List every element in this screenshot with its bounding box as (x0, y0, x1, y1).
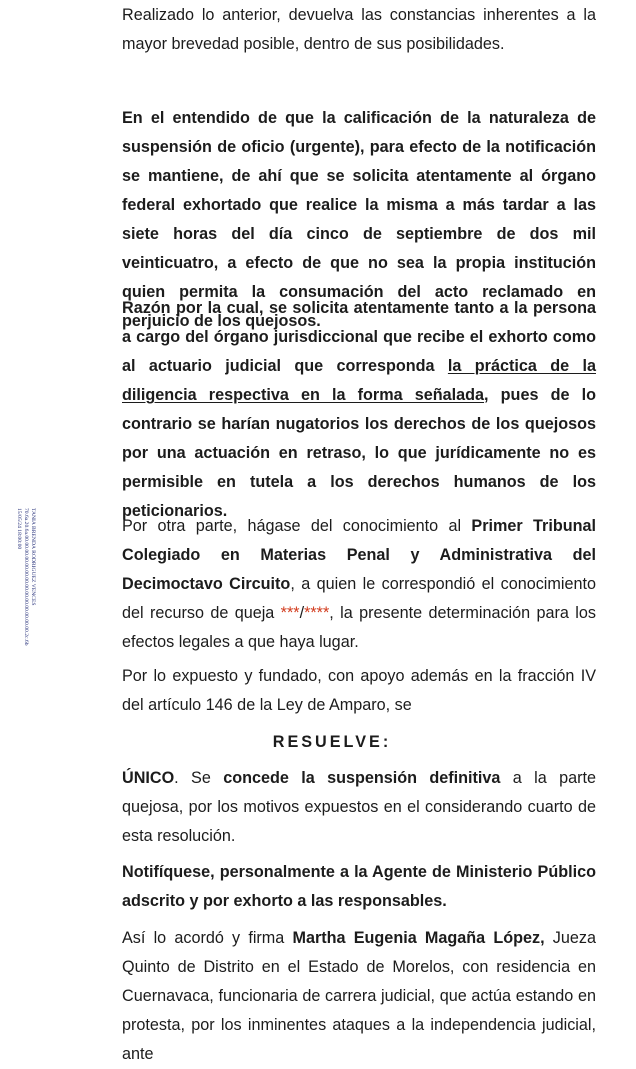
p3-text-b: , pues de lo contrario se harían nugatorios los derechos de los quejosos por una actuación en retraso, lo que jurídicamente no es permisible en tutela a los derechos humanos de los peticionarios. (122, 386, 596, 520)
certificate-serial: 70.6a.20.6a.00.00.00.00.00.00.00.00.00.00.00.00.00.00.2c.6b (23, 508, 29, 646)
paragraph-request-diligence (68, 294, 596, 526)
paragraph-suspension-notification: En el entendido de que la calificación de la naturaleza de suspensión de oficio (urgente), para efecto de la notificación se mantiene, de ahí que se solicita atentamente al órgano federal exhortado que realice la misma a más tardar a las siete horas del día cinco de septiembre de dos mil veinticuatro, a efecto de que no sea la propia institución quien permita la consumación del acto reclamado en perjuicio de los quejosos. (122, 109, 596, 330)
p4-text-b: , a quien le correspondió el conocimiento del recurso de queja (122, 575, 596, 622)
p3-text-a: Razón por la cual, se solicita atentamente tanto a la persona a cargo del órgano jurisdiccional que recibe el exhorto como al actuario judicial que corresponda (122, 299, 596, 375)
suspension-granted: concede la suspensión definitiva (223, 769, 501, 787)
signature-timestamp: 15/05/24 18:00:00 (16, 508, 22, 550)
paragraph-signature (68, 924, 596, 1069)
electronic-signature-stamp (2, 508, 42, 646)
p4-text-a: Por otra parte, hágase del conocimiento al (122, 517, 472, 535)
p9-text-b: Jueza Quinto de Distrito en el Estado de Morelos, con residencia en Cuernavaca, funcionaria de carrera judicial, que actúa estando en protesta, por los inminentes ataques a la independencia judicial, ante (122, 929, 596, 1063)
paragraph-legal-basis: Por lo expuesto y fundado, con apoyo además en la fracción IV del artículo 146 de la Ley de Amparo, se (122, 667, 596, 714)
redacted-number-2: **** (304, 604, 330, 622)
p4-slash: / (299, 604, 305, 622)
paragraph-unique-resolution (68, 764, 596, 851)
p7-text-b: a la parte quejosa, por los motivos expuestos en el considerando cuarto de esta resolución. (122, 769, 596, 845)
paragraph-tribunal-notice (68, 512, 596, 657)
p3-underlined: la práctica de la diligencia respectiva en la forma señalada (122, 357, 596, 404)
p4-text-c: , la presente determinación para los efectos legales a que haya lugar. (122, 604, 596, 651)
signer-name: TANIA BRENDA RODRIGUEZ VENCES (30, 508, 36, 606)
p9-text-a: Así lo acordó y firma (122, 929, 293, 947)
unico-label: ÚNICO (122, 769, 175, 787)
paragraph-notify: Notifíquese, personalmente a la Agente de Ministerio Público adscrito y por exhorto a las responsables. (122, 863, 596, 910)
p7-text-a: . Se (174, 769, 224, 787)
judge-name: Martha Eugenia Magaña López, (292, 929, 545, 947)
tribunal-name: Primer Tribunal Colegiado en Materias Penal y Administrativa del Decimoctavo Circuito (122, 517, 596, 593)
resolution-heading: RESUELVE: (272, 733, 392, 751)
paragraph-return-records: Realizado lo anterior, devuelva las constancias inherentes a la mayor brevedad posible, dentro de sus posibilidades. (122, 6, 596, 53)
redacted-number-1: *** (280, 604, 300, 622)
